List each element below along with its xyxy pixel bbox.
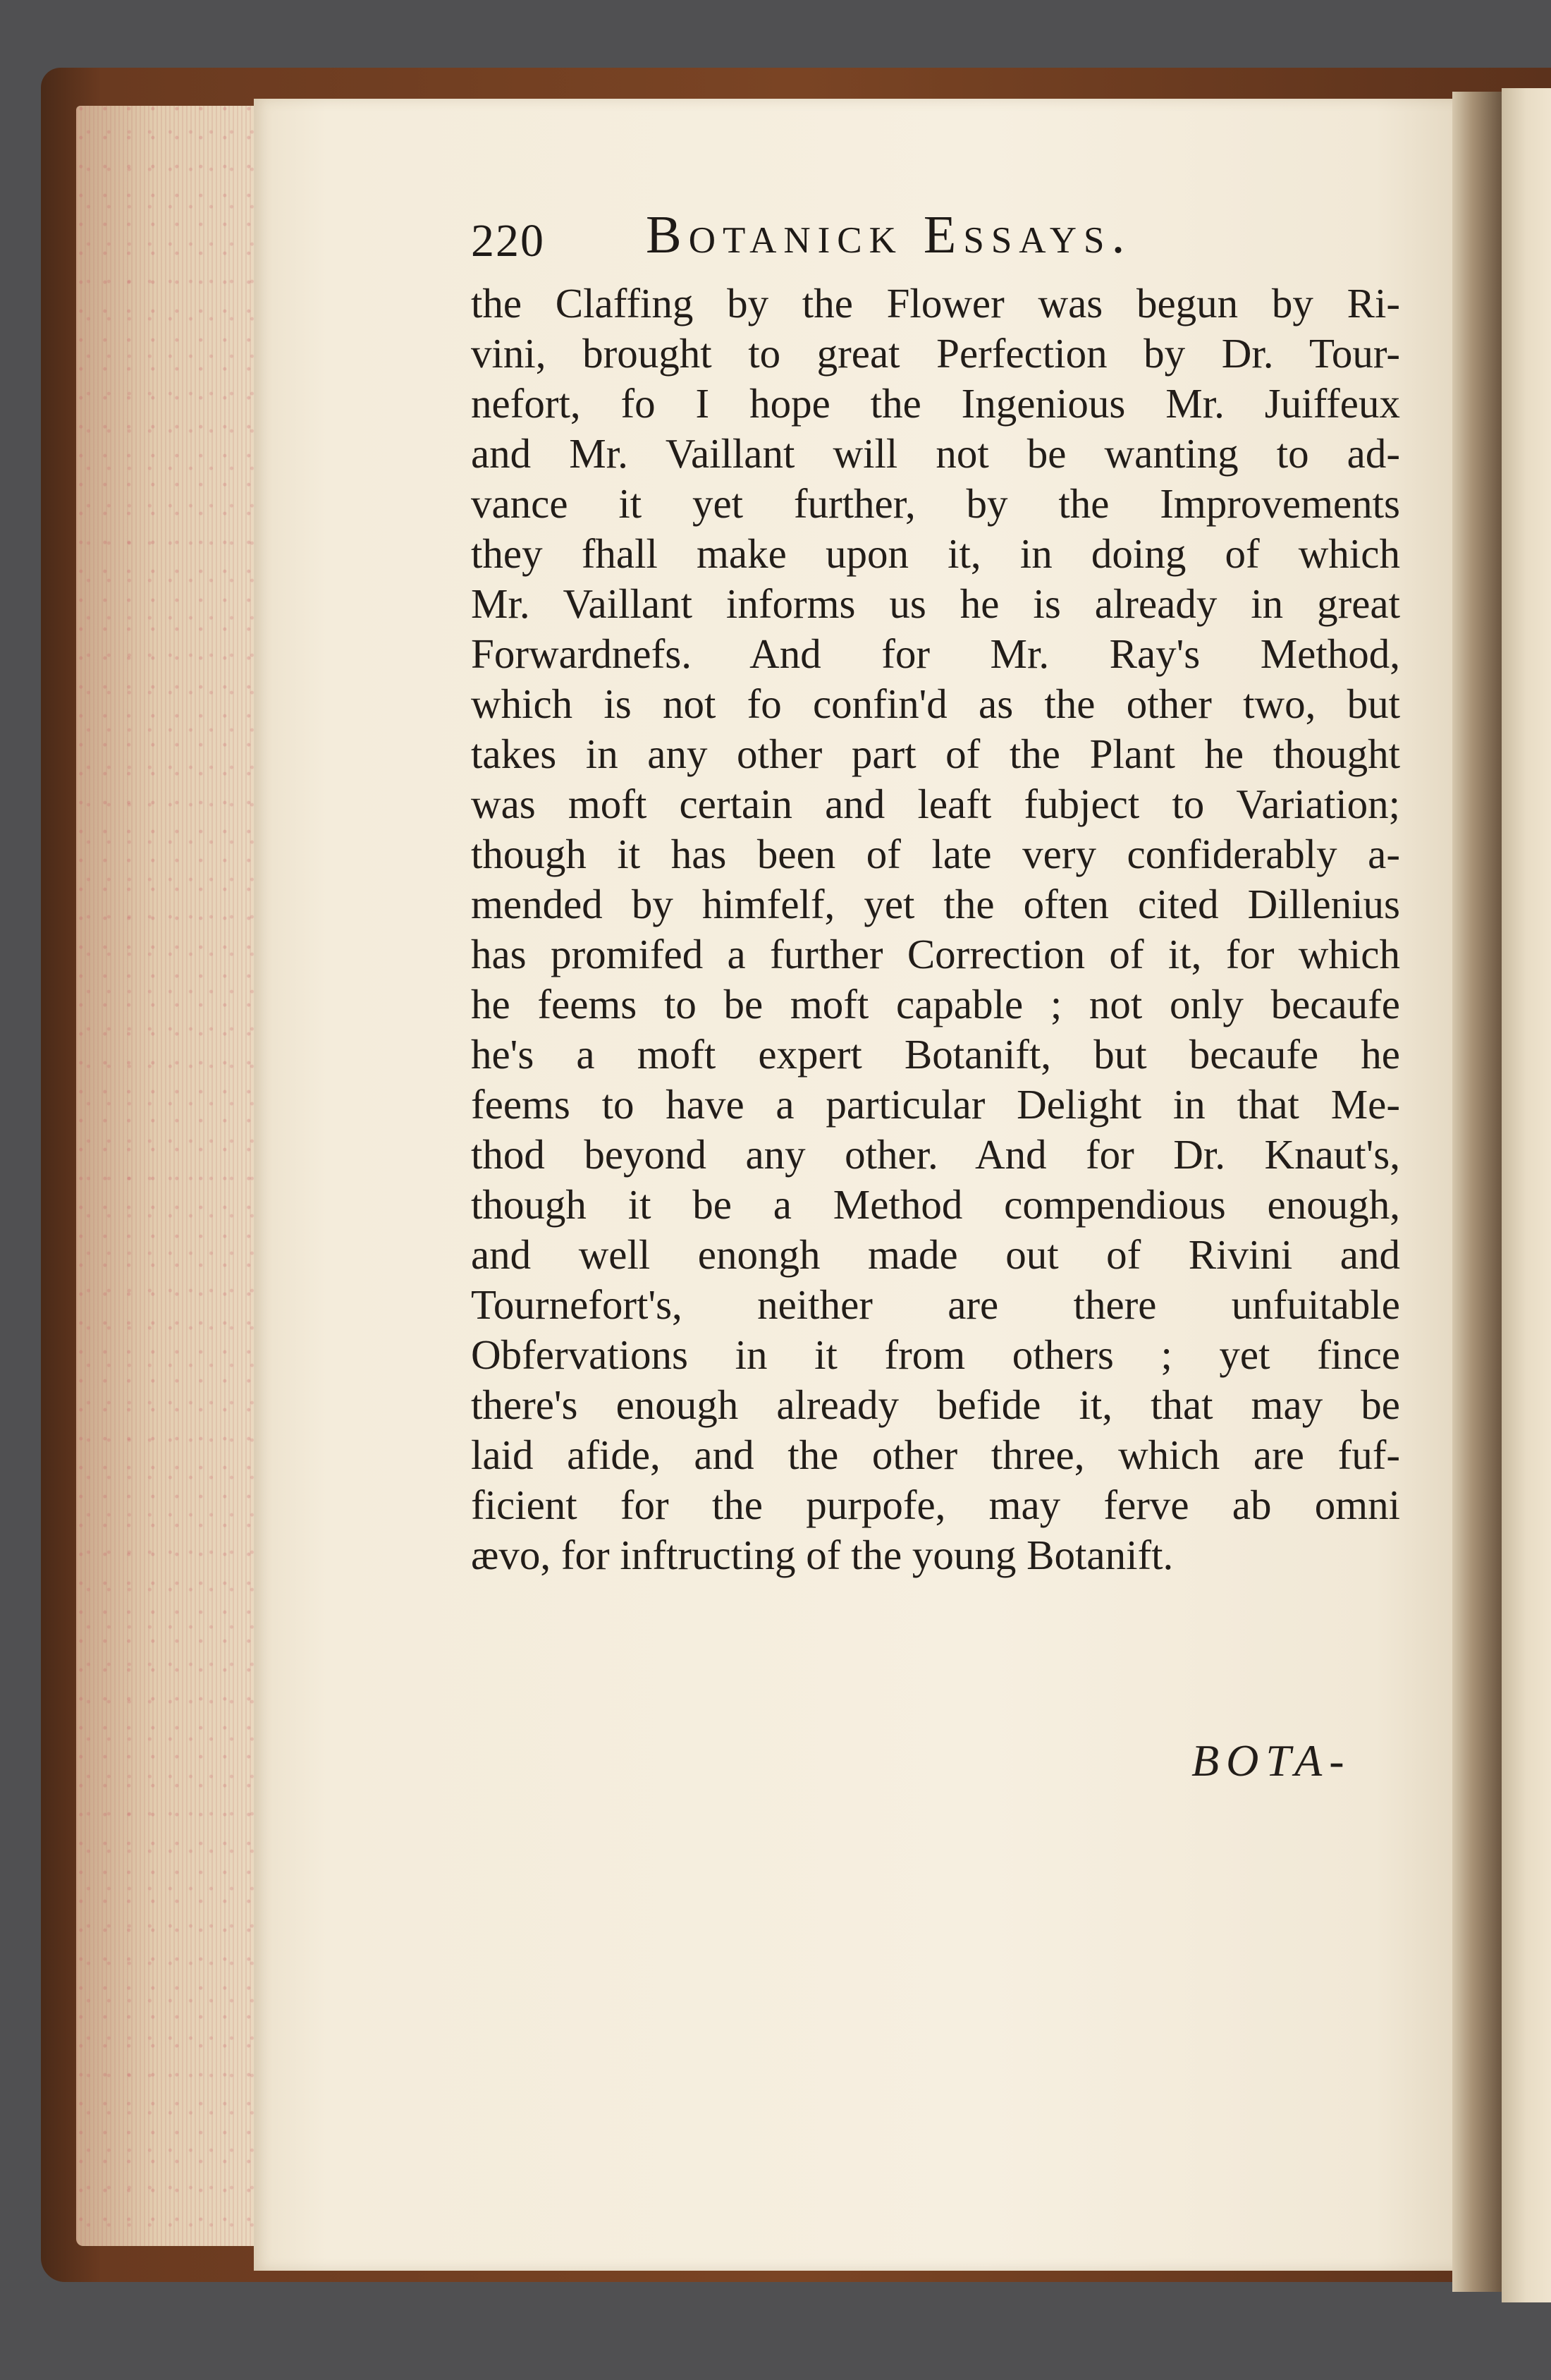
- text-line: they fhall make upon it, in doing of which: [471, 530, 1400, 577]
- text-line: thod beyond any other. And for Dr. Knaut's,: [471, 1131, 1400, 1178]
- catchword: BOTA-: [1191, 1735, 1351, 1786]
- facing-page-edge: [1502, 88, 1551, 2302]
- gutter-shadow: [1452, 92, 1502, 2292]
- text-line: though it has been of late very confiderably a-: [471, 831, 1400, 877]
- text-line: and Mr. Vaillant will not be wanting to ad-: [471, 430, 1400, 477]
- text-line: Obfervations in it from others ; yet fince: [471, 1331, 1400, 1378]
- text-line: was moft certain and leaft fubject to Variation;: [471, 781, 1400, 827]
- body-text: [471, 279, 1400, 1580]
- text-line: he's a moft expert Botanift, but becaufe he: [471, 1031, 1400, 1078]
- running-title: Botanick Essays.: [646, 205, 1132, 264]
- page-block-edge: [76, 106, 281, 2246]
- text-line: nefort, fo I hope the Ingenious Mr. Juiffeux: [471, 380, 1400, 427]
- text-line: Tournefort's, neither are there unfuitable: [471, 1281, 1400, 1328]
- text-line: laid afide, and the other three, which are fuf-: [471, 1432, 1400, 1478]
- text-line: and well enongh made out of Rivini and: [471, 1231, 1400, 1278]
- text-line: though it be a Method compendious enough,: [471, 1181, 1400, 1228]
- text-line: Forwardnefs. And for Mr. Ray's Method,: [471, 630, 1400, 677]
- text-line: mended by himfelf, yet the often cited Dillenius: [471, 881, 1400, 927]
- text-line: which is not fo confin'd as the other two, but: [471, 681, 1400, 727]
- text-line: vini, brought to great Perfection by Dr. Tour-: [471, 330, 1400, 377]
- text-line: there's enough already befide it, that may be: [471, 1381, 1400, 1428]
- running-header: [471, 205, 1387, 282]
- text-line: the Claffing by the Flower was begun by Ri-: [471, 280, 1400, 327]
- text-line: Mr. Vaillant informs us he is already in great: [471, 580, 1400, 627]
- text-line: he feems to be moft capable ; not only becaufe: [471, 981, 1400, 1027]
- text-line: ficient for the purpofe, may ferve ab omni: [471, 1482, 1400, 1528]
- text-line: has promifed a further Correction of it, for which: [471, 931, 1400, 977]
- text-line: ævo, for inftructing of the young Botanift.: [471, 1532, 1174, 1578]
- text-line: takes in any other part of the Plant he thought: [471, 731, 1400, 777]
- page-number: 220: [471, 215, 545, 267]
- text-line: vance it yet further, by the Improvements: [471, 480, 1400, 527]
- text-line: feems to have a particular Delight in that Me-: [471, 1081, 1400, 1128]
